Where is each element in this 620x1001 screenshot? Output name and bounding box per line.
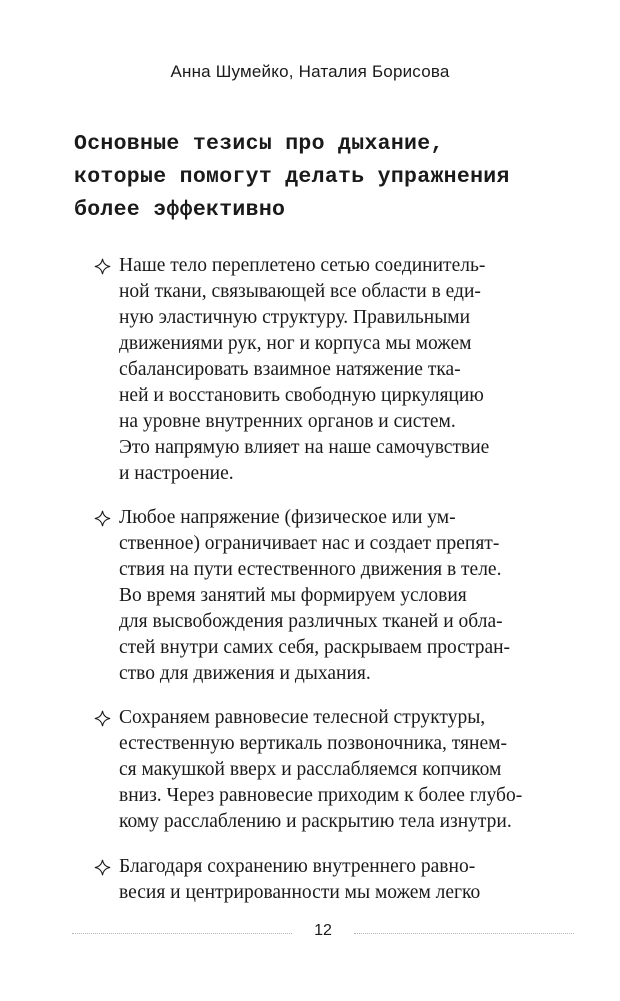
footer-dotted-rule-left bbox=[72, 933, 292, 934]
text-line: ство для движения и дыхания. bbox=[119, 663, 371, 684]
text-line: кому расслаблению и раскрытию тела изнутри. bbox=[119, 811, 512, 832]
text-line: на уровне внутренних органов и систем. bbox=[119, 411, 456, 432]
four-point-star-outline-icon bbox=[94, 710, 111, 727]
section-title-line: которые помогут делать упражнения bbox=[74, 165, 510, 189]
four-point-star-outline-icon bbox=[94, 510, 111, 527]
bullet-text bbox=[119, 705, 564, 835]
text-line: для высвобождения различных тканей и обла- bbox=[119, 611, 503, 632]
text-line: и настроение. bbox=[119, 463, 234, 484]
text-line: ную эластичную структуру. Правильными bbox=[119, 307, 471, 328]
text-line: Наше тело переплетено сетью соединитель- bbox=[119, 255, 486, 276]
bullet-text bbox=[119, 854, 564, 906]
text-line: ней и восстановить свободную циркуляцию bbox=[119, 385, 484, 406]
text-line: стей внутри самих себя, раскрываем простран- bbox=[119, 637, 511, 658]
section-title-line: Основные тезисы про дыхание, bbox=[74, 132, 444, 156]
text-line: сбалансировать взаимное натяжение тка- bbox=[119, 359, 461, 380]
text-line: Сохраняем равновесие телесной структуры, bbox=[119, 707, 486, 728]
text-line: движениями рук, ног и корпуса мы можем bbox=[119, 333, 472, 354]
text-line: естественную вертикаль позвоночника, тянем- bbox=[119, 733, 507, 754]
text-line: Во время занятий мы формируем условия bbox=[119, 585, 467, 606]
text-line: ственное) ограничивает нас и создает препят- bbox=[119, 533, 500, 554]
four-point-star-outline-icon bbox=[94, 258, 111, 275]
section-title-line: более эффективно bbox=[74, 198, 286, 222]
section-title bbox=[74, 128, 614, 227]
running-header: Анна Шумейко, Наталия Борисова bbox=[170, 62, 450, 81]
text-line: вниз. Через равновесие приходим к более глубо- bbox=[119, 785, 523, 806]
text-line: Благодаря сохранению внутреннего равно- bbox=[119, 856, 476, 877]
text-line: ной ткани, связывающей все области в еди- bbox=[119, 281, 481, 302]
footer-dotted-rule-right bbox=[354, 933, 574, 934]
bullet-text bbox=[119, 253, 564, 487]
text-line: Любое напряжение (физическое или ум- bbox=[119, 507, 456, 528]
bullet-text bbox=[119, 505, 564, 687]
text-line: Это напрямую влияет на наше самочувствие bbox=[119, 437, 490, 458]
text-line: ся макушкой вверх и расслабляемся копчиком bbox=[119, 759, 502, 780]
text-line: весия и центрированности мы можем легко bbox=[119, 882, 481, 903]
four-point-star-outline-icon bbox=[94, 859, 111, 876]
text-line: ствия на пути естественного движения в теле. bbox=[119, 559, 502, 580]
page-number: 12 bbox=[314, 922, 332, 939]
